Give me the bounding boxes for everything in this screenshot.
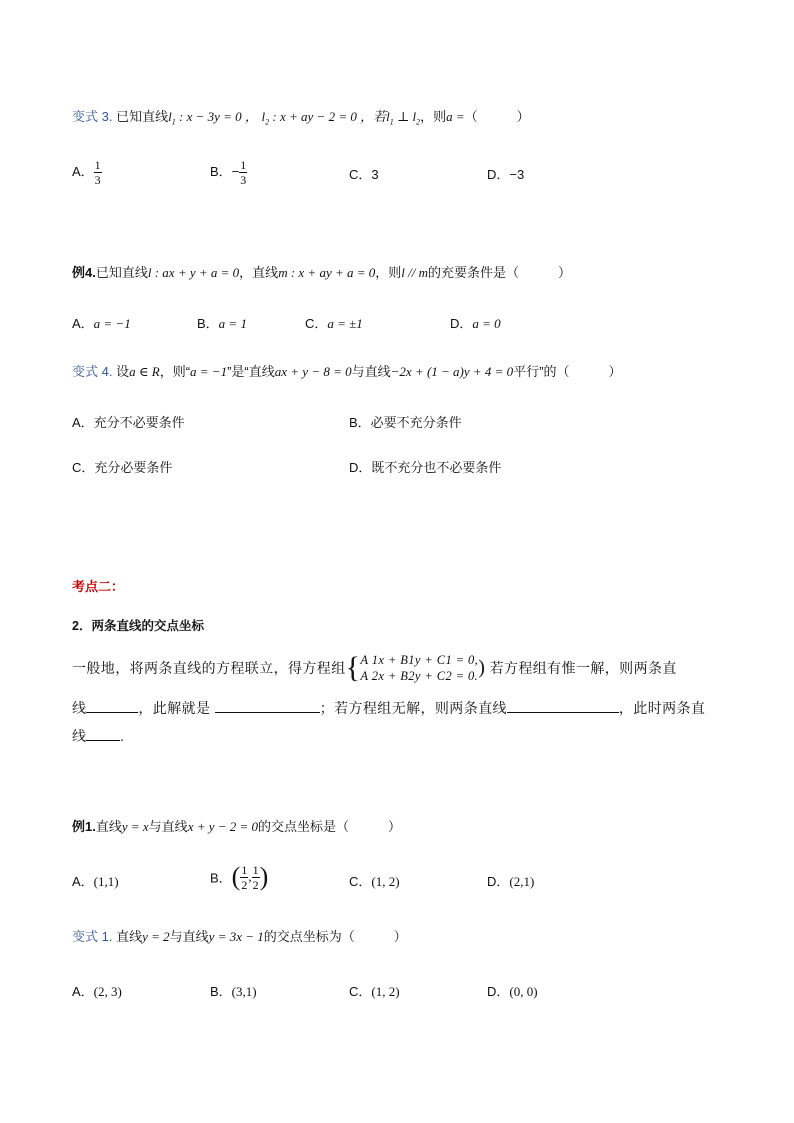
math-line2: −2x + (1 − a)y + 4 = 0 [390,364,514,379]
section-heading: 考点二： [72,579,125,594]
equation-system: A 1x + B1y + C1 = 0, A 2x + B2y + C2 = 0. [360,653,479,683]
option-d[interactable]: D．a = 0 [450,316,501,331]
example-4: 例4.已知直线l : ax + y + a = 0，直线m : x + ay + a = 0，则l // m的充要条件是（ ） [72,265,572,280]
question-label: 变式 1. [72,929,113,944]
option-a[interactable]: A． $\frac{1}{3}$ [72,158,101,187]
option-c[interactable]: C．a = ±1 [305,316,363,331]
math-rel: l // m [401,265,429,280]
fill-blank[interactable] [86,700,138,713]
math-eq1: y = x [121,819,149,834]
option-d[interactable]: D．−3 [487,167,525,182]
section-subheading: 2．两条直线的交点坐标 [72,619,204,633]
question-label: 变式 3. [72,109,113,124]
question-text: 已知直线 [116,109,169,124]
math-eq2: y = 3x − 1 [208,929,264,944]
option-a[interactable]: A．充分不必要条件 [72,415,185,430]
option-c[interactable]: C．充分必要条件 [72,460,173,475]
paragraph-line-2: 线 ，此解就是 ；若方程组无解，则两条直线 ，此时两条直 [72,700,706,716]
example-label: 例4. [72,265,96,280]
option-b[interactable]: B．(3,1) [210,984,257,999]
paragraph-line-1: 一般地，将两条直线的方程联立，得方程组{ A 1x + B1y + C1 = 0, A 2x + B2y + C2 = 0. ) 若方程组有惟一解，则两条直 [72,651,677,684]
option-d[interactable]: D．(2,1) [487,874,535,889]
option-a[interactable]: A．a = −1 [72,316,131,331]
math-l2: $l_2$ [261,109,270,127]
fraction: $\frac{1}{3}$ [94,158,101,187]
math-eq2: : x + ay − 2 = 0 ，若 [269,109,387,124]
option-a[interactable]: A．(1,1) [72,874,119,889]
option-c[interactable]: C．3 [349,167,379,182]
math-eq1: : x − 3y = 0 ， [175,109,258,124]
question-variant-3 [72,106,530,127]
option-b[interactable]: B．必要不充分条件 [349,415,462,430]
fill-blank[interactable] [86,728,120,741]
option-c[interactable]: C．(1, 2) [349,874,400,889]
math-eq2: m : x + ay + a = 0 [278,265,376,280]
question-text: ，则 [420,109,447,124]
answer-paren: （ ） [464,109,530,124]
option-b[interactable]: B．a = 1 [197,316,247,331]
option-a[interactable]: A．(2, 3) [72,984,122,999]
question-label: 变式 4. [72,364,113,379]
paragraph-line-3: 线 . [72,728,124,744]
math-line1: ax + y − 8 = 0 [274,364,352,379]
math-l1: $l_1$ [168,109,176,127]
math-perp: $l_1$ ⊥ $l_2$ [386,109,421,127]
fraction: $\frac{1}{3}$ [240,158,247,187]
option-b[interactable]: B．( $\frac{1}{2}$ , $\frac{1}{2}$ ) [210,862,269,892]
fill-blank[interactable] [507,700,619,713]
example-label: 例1. [72,819,96,834]
example-1: 例1.直线y = x与直线x + y − 2 = 0的交点坐标是（ ） [72,819,402,834]
fill-blank[interactable] [215,700,320,713]
option-c[interactable]: C．(1, 2) [349,984,400,999]
question-variant-4: 变式 4. 设a ∈ R，则“a = −1”是“直线ax + y − 8 = 0与直线−2x + (1 − a)y + 4 = 0平行”的（ ） [72,364,622,379]
math-cond: a ∈ R [129,364,160,379]
math-a: a = −1 [190,364,228,379]
math-eq1: y = 2 [142,929,170,944]
math-eq1: l : ax + y + a = 0 [147,265,240,280]
right-paren: ) [478,656,486,679]
option-d[interactable]: D．(0, 0) [487,984,538,999]
option-b[interactable]: B．− $\frac{1}{3}$ [210,158,247,187]
math-eq2: x + y − 2 = 0 [187,819,259,834]
left-brace: { [345,651,361,684]
question-variant-1: 变式 1. 直线y = 2与直线y = 3x − 1的交点坐标为（ ） [72,929,407,944]
option-d[interactable]: D．既不充分也不必要条件 [349,460,502,475]
math-a: a = [446,109,465,124]
